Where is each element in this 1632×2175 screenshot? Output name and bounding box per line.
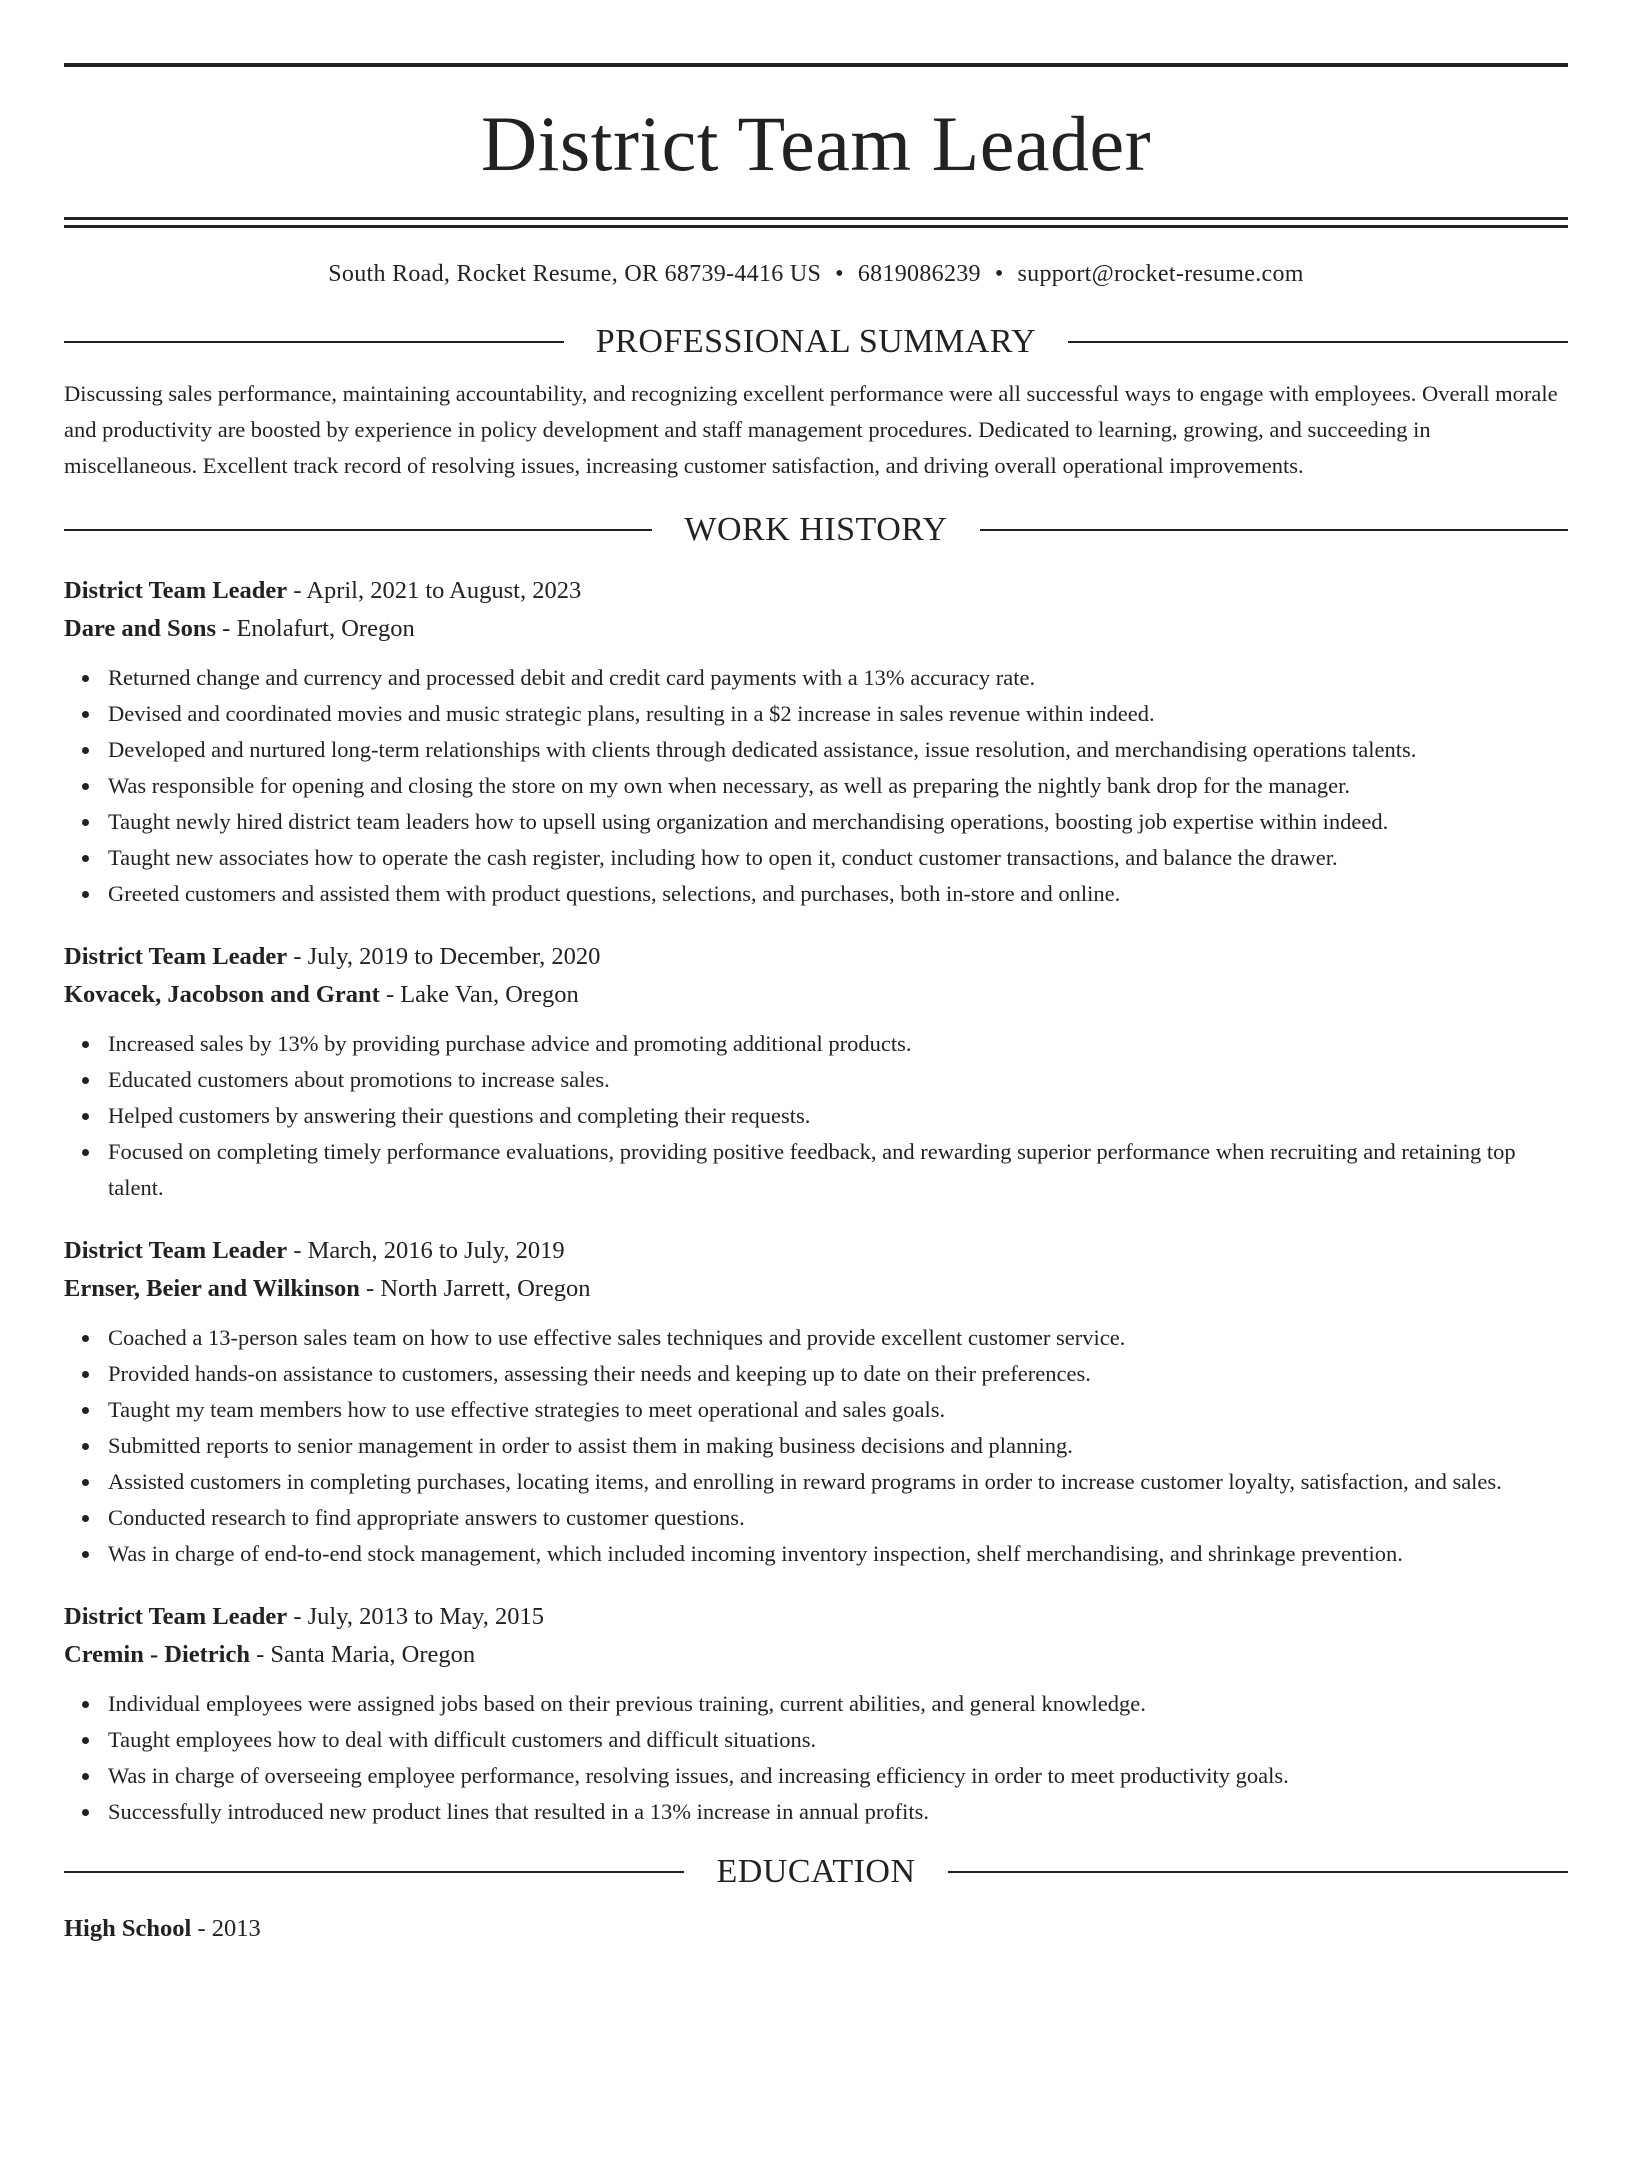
job-bullet-list xyxy=(64,660,1568,912)
contact-address: South Road, Rocket Resume, OR 68739-4416 US xyxy=(328,261,822,287)
list-item xyxy=(108,876,1568,912)
list-item xyxy=(108,1722,1568,1758)
job-company-line xyxy=(64,1636,1568,1674)
bullet-text: Taught employees how to deal with difficult customers and difficult situations. xyxy=(108,1727,817,1752)
contact-separator: • xyxy=(994,261,1004,287)
bullet-text: Was in charge of end-to-end stock management, which included incoming inventory inspection, shelf merchandising, and shrinkage prevention. xyxy=(108,1541,1403,1566)
bullet-dot-icon xyxy=(82,1773,89,1780)
job-location: - North Jarrett, Oregon xyxy=(359,1275,591,1302)
bullet-text: Assisted customers in completing purchases, locating items, and enrolling in reward programs in order to increase customer loyalty, satisfaction, and sales. xyxy=(108,1469,1502,1494)
bullet-dot-icon xyxy=(82,855,89,862)
bullet-text: Taught new associates how to operate the cash register, including how to open it, conduct customer transactions, and balance the drawer. xyxy=(108,845,1338,870)
list-item xyxy=(108,1758,1568,1794)
section-title: EDUCATION xyxy=(716,1853,916,1890)
job-title-line xyxy=(64,938,1568,976)
list-item xyxy=(108,1536,1568,1572)
list-item xyxy=(108,1464,1568,1500)
job-company: Ernser, Beier and Wilkinson xyxy=(64,1275,360,1302)
section-title: WORK HISTORY xyxy=(684,511,948,548)
summary-text: Discussing sales performance, maintaining accountability, and recognizing excellent performance were all successful ways to engage with employees. Overall morale and productivity are boosted by experience in policy development and staff management procedures. Dedicated to learning, growing, and succeeding in miscellaneous. Excellent track record of resolving issues, increasing customer satisfaction, and driving overall operational improvements. xyxy=(64,381,1558,478)
job-title: District Team Leader xyxy=(64,1237,288,1264)
job-company-line xyxy=(64,610,1568,648)
bullet-text: Educated customers about promotions to increase sales. xyxy=(108,1067,610,1092)
job-entry xyxy=(64,572,1568,912)
bullet-text: Taught newly hired district team leaders how to upsell using organization and merchandising operations, boosting job expertise within indeed. xyxy=(108,809,1389,834)
list-item xyxy=(108,768,1568,804)
bullet-dot-icon xyxy=(82,1371,89,1378)
job-entry xyxy=(64,938,1568,1206)
heading-rule-right xyxy=(1068,341,1568,343)
section-title: PROFESSIONAL SUMMARY xyxy=(595,323,1037,360)
job-company-line xyxy=(64,976,1568,1014)
bullet-text: Increased sales by 13% by providing purchase advice and promoting additional products. xyxy=(108,1031,912,1056)
list-item xyxy=(108,660,1568,696)
list-item xyxy=(108,1320,1568,1356)
heading-rule-left xyxy=(64,529,652,531)
bullet-dot-icon xyxy=(82,1335,89,1342)
list-item xyxy=(108,1686,1568,1722)
bullet-dot-icon xyxy=(82,1809,89,1816)
resume-name: District Team Leader xyxy=(480,100,1152,187)
job-dates: - July, 2013 to May, 2015 xyxy=(287,1603,544,1630)
bullet-dot-icon xyxy=(82,1701,89,1708)
list-item xyxy=(108,1356,1568,1392)
heading-rule-right xyxy=(980,529,1568,531)
job-company-line xyxy=(64,1270,1568,1308)
job-entry xyxy=(64,1598,1568,1830)
list-item xyxy=(108,1098,1568,1134)
contact-separator: • xyxy=(835,261,844,287)
bullet-text: Was responsible for opening and closing the store on my own when necessary, as well as preparing the nightly bank drop for the manager. xyxy=(108,773,1351,798)
job-company: Kovacek, Jacobson and Grant xyxy=(64,981,380,1008)
education-year: - 2013 xyxy=(191,1915,261,1942)
bullet-dot-icon xyxy=(82,1479,89,1486)
bullet-dot-icon xyxy=(82,891,89,898)
job-title: District Team Leader xyxy=(64,943,288,970)
work-history-list xyxy=(64,572,1568,1830)
bullet-text: Coached a 13-person sales team on how to use effective sales techniques and provide excellent customer service. xyxy=(108,1325,1126,1350)
bullet-text: Provided hands-on assistance to customers, assessing their needs and keeping up to date on their preferences. xyxy=(108,1361,1091,1386)
bullet-dot-icon xyxy=(82,819,89,826)
bullet-text: Taught my team members how to use effective strategies to meet operational and sales goals. xyxy=(108,1397,946,1422)
job-dates: - July, 2019 to December, 2020 xyxy=(287,943,601,970)
contact-email: support@rocket-resume.com xyxy=(1017,261,1304,287)
job-location: - Lake Van, Oregon xyxy=(379,981,579,1008)
bullet-dot-icon xyxy=(82,675,89,682)
section-heading-education xyxy=(64,1852,1568,1892)
section-heading-work-history xyxy=(64,510,1568,550)
list-item xyxy=(108,840,1568,876)
contact-phone: 6819086239 xyxy=(857,261,981,287)
heading-rule-right xyxy=(948,1871,1568,1873)
job-dates: - April, 2021 to August, 2023 xyxy=(287,577,582,604)
job-bullet-list xyxy=(64,1320,1568,1572)
double-rule xyxy=(64,217,1568,228)
list-item xyxy=(108,732,1568,768)
job-location: - Enolafurt, Oregon xyxy=(216,615,415,642)
job-dates: - March, 2016 to July, 2019 xyxy=(287,1237,565,1264)
list-item xyxy=(108,1428,1568,1464)
bullet-text: Greeted customers and assisted them with product questions, selections, and purchases, both in-store and online. xyxy=(108,881,1121,906)
list-item xyxy=(108,1026,1568,1062)
job-title: District Team Leader xyxy=(64,1603,288,1630)
list-item xyxy=(108,1134,1568,1206)
list-item xyxy=(108,1062,1568,1098)
heading-rule-left xyxy=(64,1871,684,1873)
job-location: - Santa Maria, Oregon xyxy=(249,1641,476,1668)
bullet-dot-icon xyxy=(82,1041,89,1048)
bullet-dot-icon xyxy=(82,1149,89,1156)
bullet-dot-icon xyxy=(82,1737,89,1744)
list-item xyxy=(108,1794,1568,1830)
list-item xyxy=(108,1392,1568,1428)
bullet-text: Devised and coordinated movies and music strategic plans, resulting in a $2 increase in sales revenue within indeed. xyxy=(108,701,1155,726)
bullet-dot-icon xyxy=(82,1515,89,1522)
contact-line xyxy=(64,258,1568,290)
bullet-text: Conducted research to find appropriate answers to customer questions. xyxy=(108,1505,745,1530)
bullet-text: Individual employees were assigned jobs based on their previous training, current abilities, and general knowledge. xyxy=(108,1691,1146,1716)
job-title-line xyxy=(64,1232,1568,1270)
bullet-dot-icon xyxy=(82,783,89,790)
bullet-text: Submitted reports to senior management in order to assist them in making business decisions and planning. xyxy=(108,1433,1073,1458)
bullet-dot-icon xyxy=(82,1077,89,1084)
education-entry xyxy=(64,1910,1568,1948)
bullet-text: Was in charge of overseeing employee performance, resolving issues, and increasing efficiency in order to meet productivity goals. xyxy=(108,1763,1289,1788)
bullet-dot-icon xyxy=(82,711,89,718)
bullet-dot-icon xyxy=(82,1551,89,1558)
bullet-dot-icon xyxy=(82,1407,89,1414)
bullet-text: Returned change and currency and processed debit and credit card payments with a 13% accuracy rate. xyxy=(108,665,1036,690)
bullet-dot-icon xyxy=(82,1113,89,1120)
list-item xyxy=(108,1500,1568,1536)
list-item xyxy=(108,804,1568,840)
bullet-dot-icon xyxy=(82,747,89,754)
bullet-text: Focused on completing timely performance evaluations, providing positive feedback, and rewarding superior performance when recruiting and retaining top talent. xyxy=(108,1139,1516,1200)
bullet-text: Helped customers by answering their questions and completing their requests. xyxy=(108,1103,811,1128)
job-bullet-list xyxy=(64,1686,1568,1830)
job-entry xyxy=(64,1232,1568,1572)
section-heading-summary xyxy=(64,322,1568,362)
bullet-text: Developed and nurtured long-term relationships with clients through dedicated assistance, issue resolution, and merchandising operations talents. xyxy=(108,737,1417,762)
job-company: Cremin - Dietrich xyxy=(64,1641,250,1668)
resume-page xyxy=(0,63,1632,2175)
job-title-line xyxy=(64,1598,1568,1636)
top-rule xyxy=(64,63,1568,67)
job-company: Dare and Sons xyxy=(64,615,217,642)
bullet-text: Successfully introduced new product lines that resulted in a 13% increase in annual profits. xyxy=(108,1799,930,1824)
job-bullet-list xyxy=(64,1026,1568,1206)
bullet-dot-icon xyxy=(82,1443,89,1450)
job-title-line xyxy=(64,572,1568,610)
list-item xyxy=(108,696,1568,732)
education-degree: High School xyxy=(64,1915,192,1942)
job-title: District Team Leader xyxy=(64,577,288,604)
heading-rule-left xyxy=(64,341,564,343)
